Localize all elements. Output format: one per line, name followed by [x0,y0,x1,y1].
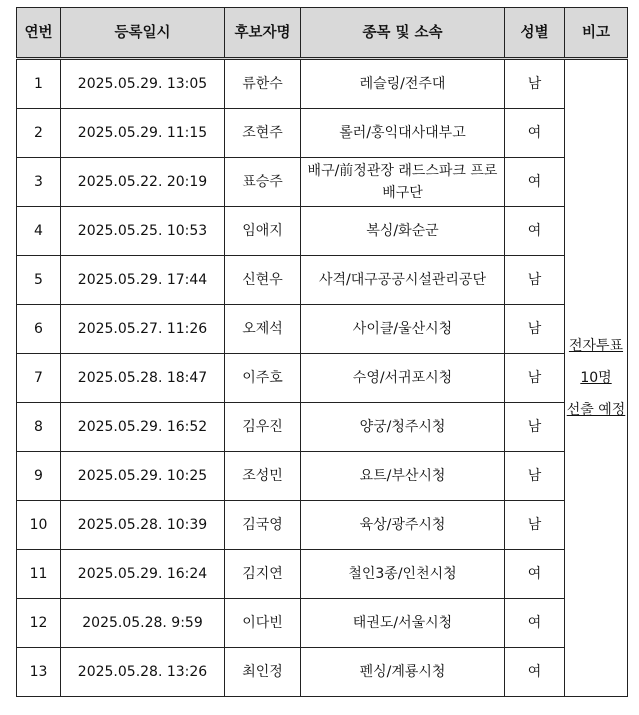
cell-name: 이주호 [225,354,301,403]
cell-sport: 롤러/홍익대사대부고 [301,109,505,158]
cell-name: 김국영 [225,501,301,550]
cell-sport: 배구/前정관장 래드스파크 프로배구단 [301,158,505,207]
header-name: 후보자명 [225,8,301,59]
cell-gender: 여 [505,109,565,158]
cell-gender: 여 [505,648,565,697]
cell-no: 5 [17,256,61,305]
table-row [17,256,628,305]
cell-date: 2025.05.28. 13:26 [61,648,225,697]
cell-no: 11 [17,550,61,599]
cell-no: 9 [17,452,61,501]
cell-no: 7 [17,354,61,403]
cell-name: 류한수 [225,59,301,109]
cell-no: 8 [17,403,61,452]
cell-gender: 남 [505,59,565,109]
note-line2: 10명 [580,370,612,386]
cell-name: 조성민 [225,452,301,501]
table-row [17,59,628,109]
note-line3: 선출 예정 [566,402,626,418]
cell-date: 2025.05.29. 16:52 [61,403,225,452]
cell-sport: 사격/대구공공시설관리공단 [301,256,505,305]
cell-date: 2025.05.25. 10:53 [61,207,225,256]
table-row [17,452,628,501]
header-sport: 종목 및 소속 [301,8,505,59]
cell-no: 10 [17,501,61,550]
table-row [17,109,628,158]
cell-date: 2025.05.29. 17:44 [61,256,225,305]
cell-sport: 사이클/울산시청 [301,305,505,354]
table-row [17,305,628,354]
cell-gender: 여 [505,550,565,599]
cell-name: 이다빈 [225,599,301,648]
header-no: 연번 [17,8,61,59]
cell-sport: 복싱/화순군 [301,207,505,256]
cell-name: 오제석 [225,305,301,354]
header-date: 등록일시 [61,8,225,59]
cell-no: 3 [17,158,61,207]
cell-name: 임애지 [225,207,301,256]
cell-no: 6 [17,305,61,354]
cell-gender: 여 [505,599,565,648]
cell-gender: 남 [505,354,565,403]
cell-name: 김지연 [225,550,301,599]
cell-gender: 남 [505,305,565,354]
cell-gender: 여 [505,207,565,256]
cell-gender: 남 [505,501,565,550]
cell-date: 2025.05.22. 20:19 [61,158,225,207]
cell-no: 4 [17,207,61,256]
cell-date: 2025.05.28. 18:47 [61,354,225,403]
cell-date: 2025.05.28. 10:39 [61,501,225,550]
cell-date: 2025.05.29. 16:24 [61,550,225,599]
cell-name: 김우진 [225,403,301,452]
cell-date: 2025.05.29. 13:05 [61,59,225,109]
candidate-table [16,7,628,697]
note-cell [565,59,628,697]
cell-sport: 수영/서귀포시청 [301,354,505,403]
cell-date: 2025.05.29. 10:25 [61,452,225,501]
cell-name: 최인정 [225,648,301,697]
cell-gender: 여 [505,158,565,207]
table-row [17,354,628,403]
cell-no: 13 [17,648,61,697]
cell-sport: 태권도/서울시청 [301,599,505,648]
table-row [17,207,628,256]
cell-gender: 남 [505,452,565,501]
header-gender: 성별 [505,8,565,59]
cell-no: 1 [17,59,61,109]
cell-sport: 펜싱/계룡시청 [301,648,505,697]
cell-name: 표승주 [225,158,301,207]
table-row [17,501,628,550]
cell-date: 2025.05.28. 9:59 [61,599,225,648]
table-row [17,599,628,648]
note-line1: 전자투표 [568,338,624,354]
table-row [17,403,628,452]
cell-sport: 양궁/청주시청 [301,403,505,452]
cell-no: 2 [17,109,61,158]
cell-date: 2025.05.27. 11:26 [61,305,225,354]
cell-sport: 요트/부산시청 [301,452,505,501]
table-row [17,550,628,599]
header-note: 비고 [565,8,628,59]
cell-name: 신현우 [225,256,301,305]
candidate-table-container [16,7,628,697]
cell-date: 2025.05.29. 11:15 [61,109,225,158]
table-row [17,158,628,207]
cell-gender: 남 [505,403,565,452]
table-row [17,648,628,697]
header-row [17,8,628,59]
cell-no: 12 [17,599,61,648]
cell-sport: 육상/광주시청 [301,501,505,550]
cell-name: 조현주 [225,109,301,158]
cell-gender: 남 [505,256,565,305]
cell-sport: 철인3종/인천시청 [301,550,505,599]
cell-sport: 레슬링/전주대 [301,59,505,109]
